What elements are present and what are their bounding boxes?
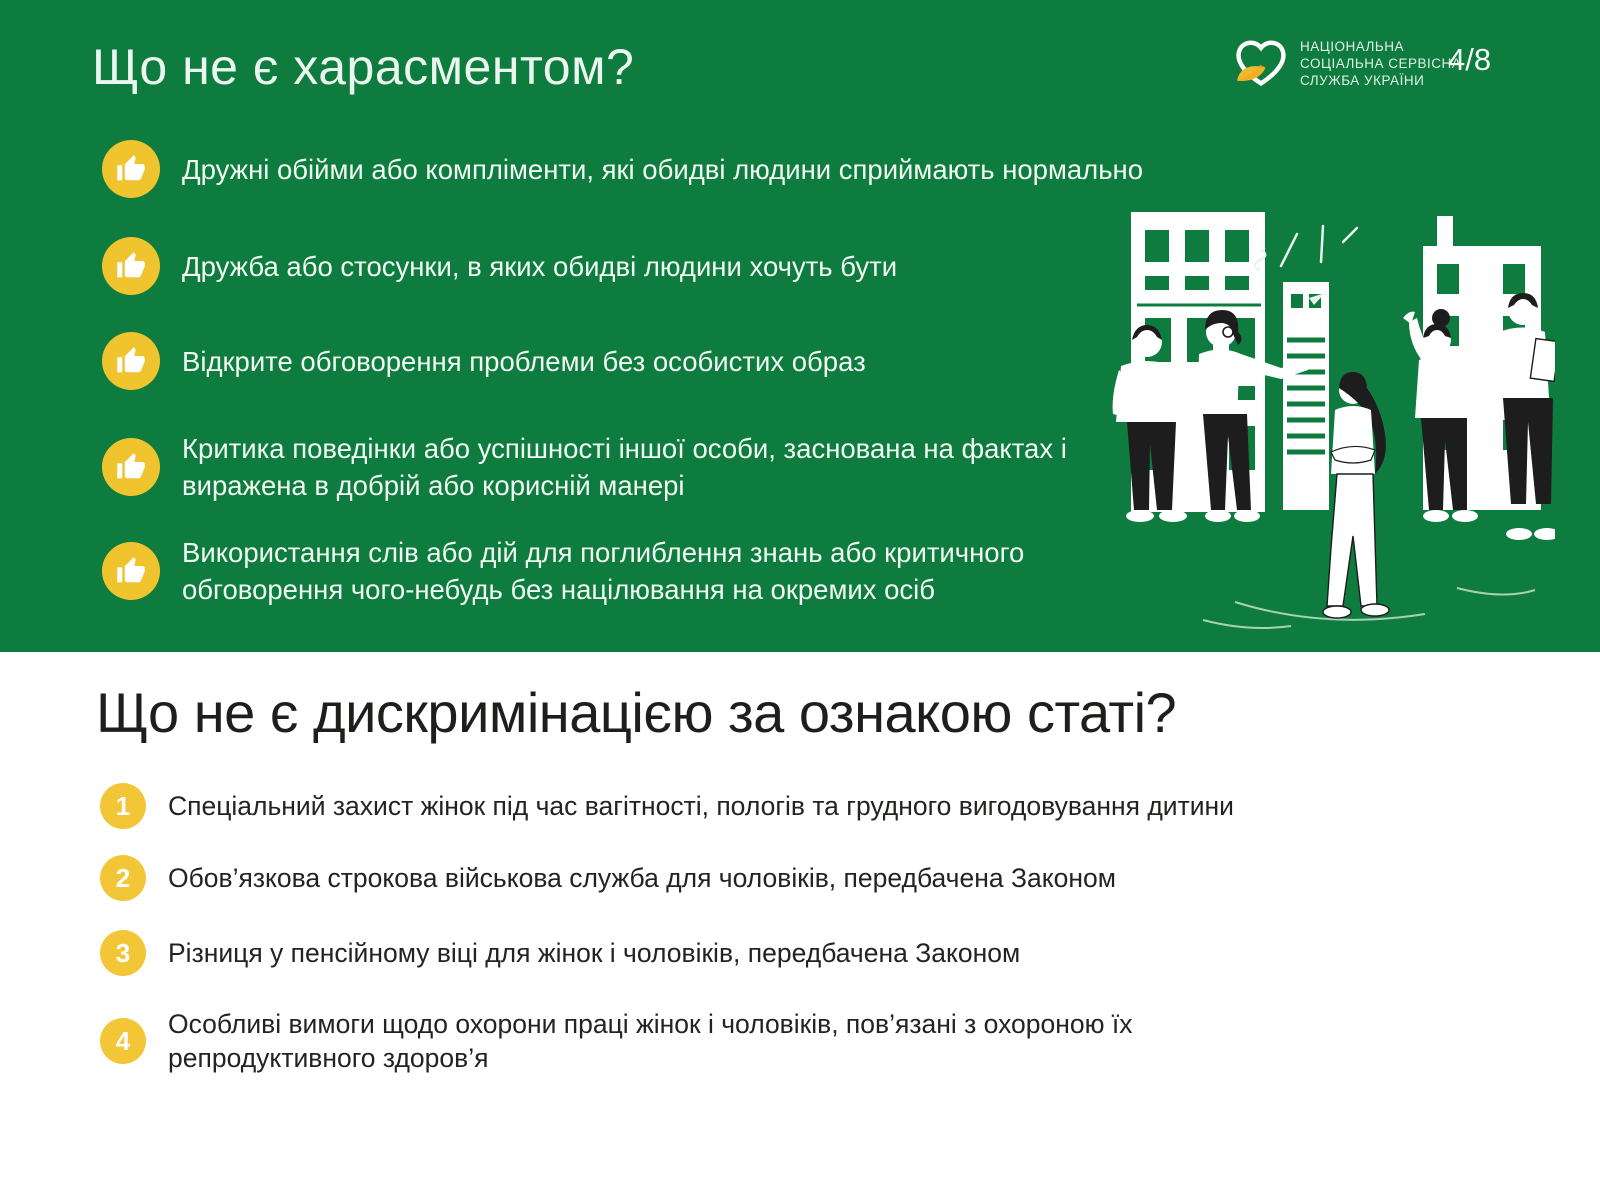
harassment-item-text: Відкрите обговорення проблеми без особистих образ bbox=[182, 345, 866, 377]
org-name-line2: СОЦІАЛЬНА СЕРВІСНА bbox=[1300, 55, 1462, 71]
thumbs-up-icon bbox=[102, 140, 160, 198]
harassment-item bbox=[102, 332, 866, 390]
harassment-item bbox=[102, 534, 1182, 608]
harassment-item-text: Дружба або стосунки, в яких обидві людини хочуть бути bbox=[182, 250, 898, 282]
page-indicator: 4/8 bbox=[1448, 42, 1492, 77]
discrimination-item bbox=[100, 1007, 1228, 1075]
harassment-item-text: Використання слів або дій для поглиблення знань або критичного обговорення чого-небудь без націлювання на окремих осіб bbox=[182, 537, 1025, 605]
thumbs-up-icon bbox=[102, 332, 160, 390]
discrimination-item-text: Різниця у пенсійному віці для жінок і чоловіків, передбачена Законом bbox=[168, 938, 1021, 968]
org-name-line1: НАЦІОНАЛЬНА bbox=[1300, 38, 1405, 54]
item-number-badge: 2 bbox=[100, 855, 146, 901]
item-number-badge: 4 bbox=[100, 1018, 146, 1064]
thumbs-up-icon bbox=[102, 237, 160, 295]
item-number-badge: 3 bbox=[100, 930, 146, 976]
harassment-item bbox=[102, 140, 1143, 198]
thumbs-up-icon bbox=[102, 438, 160, 496]
thumbs-up-icon bbox=[102, 542, 160, 600]
discrimination-item bbox=[100, 930, 1020, 976]
discrimination-item bbox=[100, 855, 1116, 901]
harassment-item-text: Критика поведінки або успішності іншої особи, заснована на фактах і виражена в добрій або корисній манері bbox=[182, 433, 1067, 501]
org-logo bbox=[1230, 34, 1461, 92]
section-title-harassment: Що не є харасментом? bbox=[92, 39, 635, 95]
building-middle bbox=[1283, 282, 1329, 510]
org-name-line3: СЛУЖБА УКРАЇНИ bbox=[1300, 72, 1425, 88]
discrimination-item bbox=[100, 783, 1234, 829]
discrimination-item-text: Спеціальний захист жінок під час вагітності, пологів та грудного вигодовування дитини bbox=[168, 791, 1234, 821]
item-number-badge: 1 bbox=[100, 783, 146, 829]
harassment-item bbox=[102, 430, 1072, 504]
harassment-item bbox=[102, 237, 897, 295]
conflict-strokes bbox=[1255, 226, 1357, 270]
org-name bbox=[1300, 38, 1461, 89]
heart-hands-icon bbox=[1230, 34, 1292, 92]
discrimination-item-text: Особливі вимоги щодо охорони праці жінок і чоловіків, пов’язані з охороною їх репродуктивного здоров’я bbox=[168, 1009, 1133, 1073]
harassment-item-text: Дружні обійми або компліменти, які обидві людини сприймають нормально bbox=[182, 153, 1144, 185]
discrimination-section bbox=[0, 652, 1600, 1200]
section-title-discrimination: Що не є дискримінацією за ознакою статі? bbox=[96, 681, 1177, 744]
person-woman-center bbox=[1323, 372, 1389, 618]
discrimination-item-text: Обов’язкова строкова військова служба для чоловіків, передбачена Законом bbox=[168, 863, 1116, 893]
